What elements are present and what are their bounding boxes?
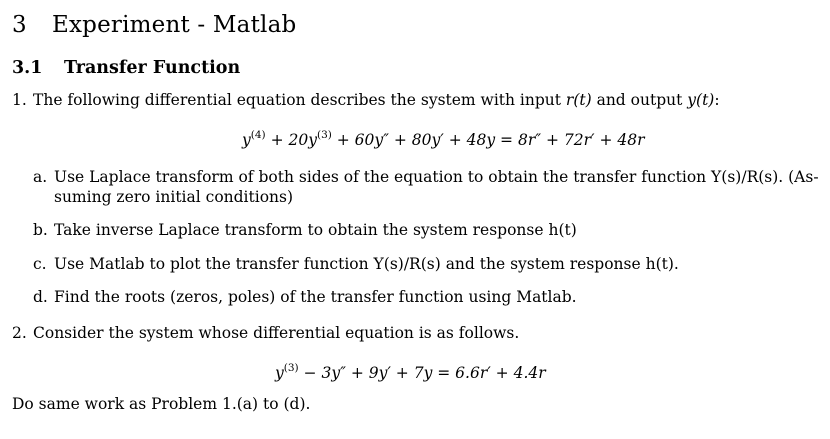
equation-2-order-3: (3)	[283, 362, 299, 374]
equation-2-remaining-terms: − 3y″ + 9y′ + 7y = 6.6r′ + 4.4r	[298, 364, 546, 382]
equation-1-order-4: (4)	[250, 129, 266, 141]
item-b-text: Take inverse Laplace transform to obtain the system response h(t)	[54, 221, 577, 239]
item-c-text: Use Matlab to plot the transfer function Y(s)/R(s) and the system response h(t).	[54, 255, 679, 273]
problem-1-intro	[12, 91, 720, 109]
subsection-title: Transfer Function	[64, 58, 241, 78]
equation-1-remaining-terms: + 60y″ + 80y′ + 48y = 8r″ + 72r′ + 48r	[331, 131, 645, 149]
problem-2-equation	[275, 364, 546, 382]
footer-text: Do same work as Problem 1.(a) to (d).	[12, 395, 311, 413]
problem-1-item-c	[33, 255, 679, 273]
subsection-number: 3.1	[12, 58, 43, 78]
problem-1-intro-and: and output	[591, 91, 688, 109]
problem-1-input-symbol: r(t)	[565, 91, 592, 109]
problem-1-intro-text: The following differential equation describes the system with input	[33, 91, 566, 109]
item-d-text: Find the roots (zeros, poles) of the transfer function using Matlab.	[54, 288, 577, 306]
item-a-label: a.	[33, 168, 48, 186]
equation-1-term-y: y	[242, 131, 251, 149]
equation-2-term-y: y	[275, 364, 284, 382]
equation-1-order-3: (3)	[316, 129, 332, 141]
problem-1-label: 1.	[12, 91, 27, 109]
footer-instruction	[12, 395, 310, 413]
item-a-text-line-2: suming zero initial conditions)	[54, 188, 294, 206]
problem-1-equation	[242, 131, 645, 149]
subsection-heading	[12, 58, 240, 78]
problem-1-item-b	[33, 221, 577, 239]
item-d-label: d.	[33, 288, 48, 306]
section-title: Experiment - Matlab	[52, 12, 297, 38]
problem-1-output-symbol: y(t)	[687, 91, 715, 109]
problem-1-item-a	[33, 168, 819, 186]
problem-1-intro-end: :	[714, 91, 720, 109]
item-a-text-line-1: Use Laplace transform of both sides of the equation to obtain the transfer function Y(s)/R(s). (As-	[54, 168, 819, 186]
problem-2-label: 2.	[12, 324, 27, 342]
problem-1-item-a-continued	[54, 188, 293, 206]
section-number: 3	[12, 12, 27, 38]
problem-2-intro	[12, 324, 519, 342]
section-heading	[12, 12, 296, 38]
item-c-label: c.	[33, 255, 47, 273]
equation-1-term-20y: + 20y	[265, 131, 317, 149]
problem-2-text: Consider the system whose differential equation is as follows.	[33, 324, 520, 342]
item-b-label: b.	[33, 221, 48, 239]
problem-1-item-d	[33, 288, 577, 306]
